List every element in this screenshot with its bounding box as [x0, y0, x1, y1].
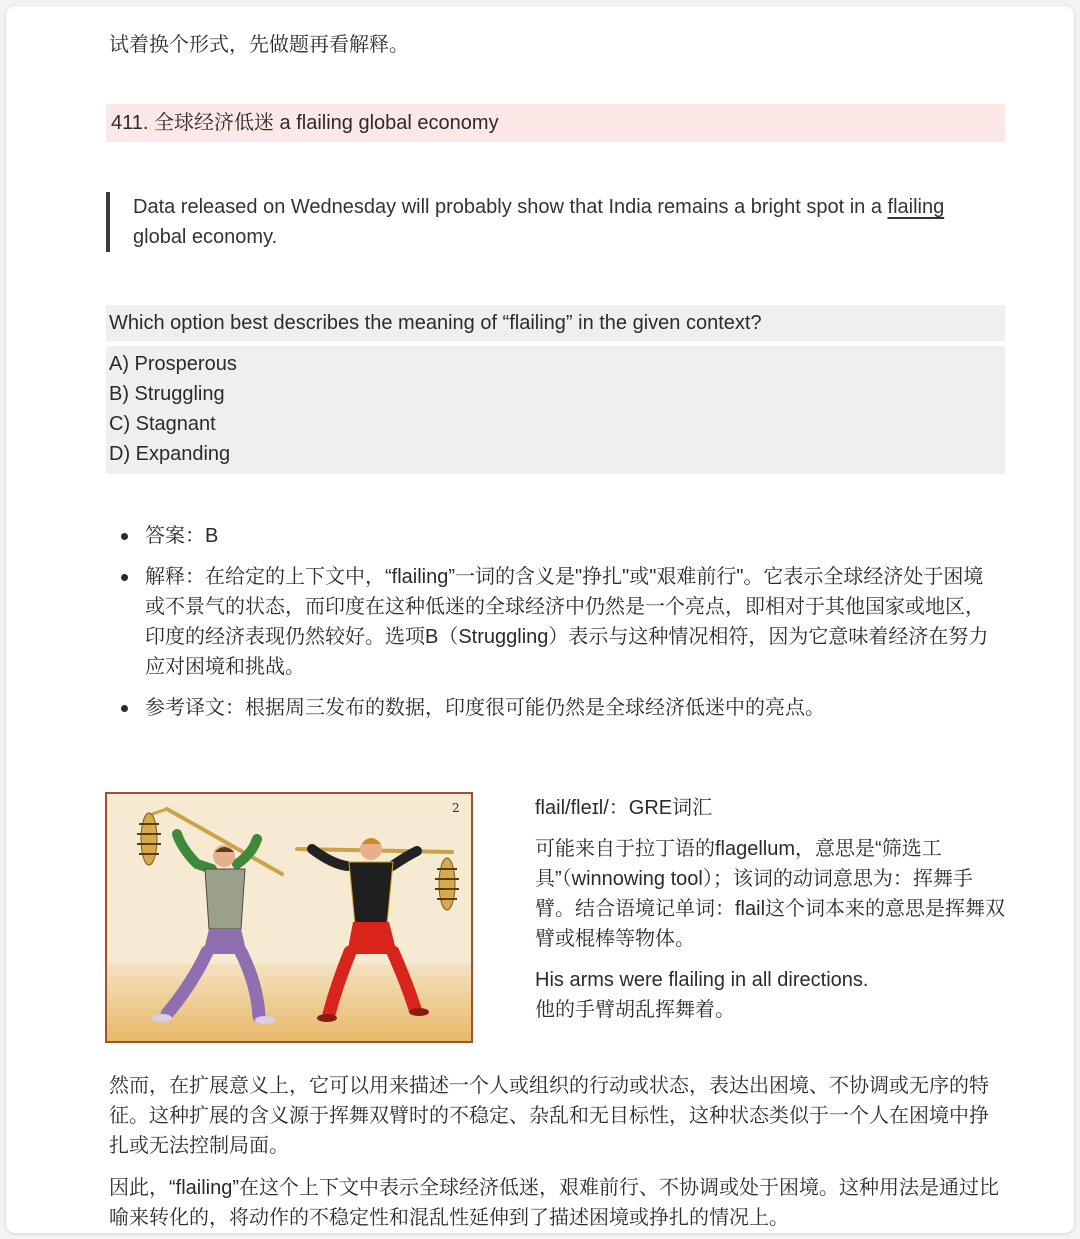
conclusion-paragraph: 因此，“flailing”在这个上下文中表示全球经济低迷，艰难前行、不协调或处于困境。这种用法是通过比喻来转化的，将动作的不稳定性和混乱性延伸到了描述困境或挣扎的情况上。: [109, 1177, 1000, 1229]
quote-text-after: global economy.: [133, 226, 278, 248]
explanation-item: 解释：在给定的上下文中，“flailing”一词的含义是"挣扎"或"艰难前行"。它表示全球经济处于困境或不景气的状态，而印度在这种低迷的全球经济中仍然是一个亮点，即相对于其他国家或地区，印度的经济表现仍然较好。选项B（Struggling）表示与这种情况相符，因为它意味着经济在努力应对困境和挑战。: [119, 562, 999, 682]
translation-item: 参考译文：根据周三发布的数据，印度很可能仍然是全球经济低迷中的亮点。: [119, 693, 999, 723]
quote-text-before: Data released on Wednesday will probably show that India remains a bright spot in a: [133, 196, 888, 218]
example-quote: [106, 192, 976, 252]
article-card: [6, 6, 1074, 1233]
vocab-example: [535, 965, 1005, 1025]
entry-heading: 411. 全球经济低迷 a flailing global economy: [106, 104, 1005, 142]
option-b: B) Struggling: [109, 383, 225, 405]
vocab-etymology: 可能来自于拉丁语的flagellum，意思是“筛选工具”（winnowing tool）；该词的动词意思为：挥舞手臂。结合语境记单词：flail这个词本来的意思是挥舞双臂或棍棒等物体。: [535, 838, 1006, 950]
example-sentence-en: His arms were flailing in all directions.: [535, 969, 869, 991]
flail-fighters-illustration: [105, 792, 473, 1043]
intro-text: 试着换个形式，先做题再看解释。: [109, 34, 409, 56]
illustration-svg: [107, 794, 471, 1041]
quiz-question: Which option best describes the meaning of “flailing” in the given context?: [106, 305, 1005, 341]
vocabulary-note: [535, 793, 1005, 1036]
answer-item: 答案：B: [119, 521, 999, 551]
quote-keyword: flailing: [887, 196, 945, 218]
illustration-page-number: 2: [452, 801, 460, 815]
example-sentence-zh: 他的手臂胡乱挥舞着。: [535, 999, 735, 1021]
quiz-options: [106, 346, 1005, 474]
option-a: A) Prosperous: [109, 353, 237, 375]
option-c: C) Stagnant: [109, 413, 216, 435]
answer-list: [119, 521, 999, 734]
extended-meaning-paragraph: 然而，在扩展意义上，它可以用来描述一个人或组织的行动或状态，表达出困境、不协调或无序的特征。这种扩展的含义源于挥舞双臂时的不稳定、杂乱和无目标性，这种状态类似于一个人在困境中挣扎或无法控制局面。: [109, 1075, 989, 1157]
vocab-word: flail/fleɪl/：GRE词汇: [535, 797, 713, 819]
option-d: D) Expanding: [109, 443, 231, 465]
